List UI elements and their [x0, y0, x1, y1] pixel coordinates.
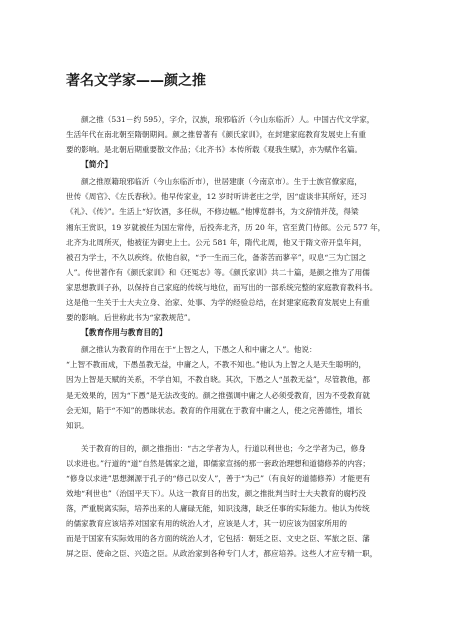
text-line: 关于教育的目的，颜之推指出：“古之学者为人，行道以利世也；今之学者为己，修身	[81, 443, 366, 453]
text-line: 要的影响。是北朝后期重要散文作品；《北齐书》本传所载《观我生赋》，亦为赋作名篇。	[66, 145, 363, 155]
doc-title: 著名文学家——颜之推	[66, 73, 206, 89]
text-line: 要的影响。后世称此书为“家教规范”。	[66, 313, 196, 323]
paragraph-gap	[66, 433, 388, 441]
text-line: 的儒家教育应该培养对国家有用的统治人才，应该是人才，其一切应该为国家所用的	[66, 519, 347, 529]
text-line: 会无知，陷于“不知”的愚昧状态。教育的作用就在于教育中庸之人，使之完善德性，增长	[66, 405, 363, 415]
text-line: 而是于国家有实际效用的各方面的统治人才，它包括：朝廷之臣、文史之臣、军旅之臣、藩	[66, 534, 370, 544]
text-line: 知识。	[66, 420, 89, 430]
bio-paragraph	[66, 174, 388, 325]
section-heading-education: 【教育作用与教育目的】	[81, 328, 167, 338]
intro-paragraph	[66, 112, 388, 157]
text-line: 落，严重脱离实际，培养出来的人庸碌无能，知识浅薄，缺乏任事的实际能力。他认为传统	[66, 504, 370, 514]
education-role-paragraph	[66, 342, 388, 433]
text-line: 这是他一生关于士大夫立身、治家、处事、为学的经验总结，在封建家庭教育发展史上有重	[66, 298, 370, 308]
text-line: 家思想教训子孙，以保持自己家庭的传统与地位，而写出的一部系统完整的家庭教育教科书。	[66, 282, 378, 292]
section-heading-intro: 【简介】	[81, 160, 113, 170]
text-line: 是无效果的，因为“下愚”是无法改变的。颜之推强调中庸之人必须受教育，因为不受教育就	[66, 390, 370, 400]
text-line: 生活年代在南北朝至隋朝期间。颜之推曾著有《颜氏家训》，在封建家庭教育发展史上有重	[66, 130, 366, 140]
text-line: “上智不教而成，下愚虽教无益，中庸之人，不教不知也。”他认为上智之人是天生聪明的，	[66, 360, 367, 370]
text-line: “修身以求进”思想渊源于孔子的“修己以安人”，善于“为己”（有良好的道德修养）才能更有	[66, 473, 371, 483]
text-line: 世传《周官》、《左氏春秋》。他早传家业，12 岁时听讲老庄之学，因“虚谈非其所好，还习	[66, 192, 367, 202]
text-line: 湘东王赏识，19 岁就被任为国左常侍，后投奔北齐，历 20 年，官至黄门侍郎。公元 577 年，	[66, 222, 386, 232]
text-line: 颜之推认为教育的作用在于“上智之人，下愚之人和中庸之人”。他说：	[81, 345, 317, 355]
text-line: 被召为学士，不久以疾终。依他自叙，“予一生而三化，备荼苦而蓼辛”，叹息“三为亡国之	[66, 252, 367, 262]
education-goal-paragraph	[66, 441, 388, 562]
text-line: 因为上智是天赋的关系，不学自知，不教自晓。其次，下愚之人“虽教无益”，尽管教他，都	[66, 375, 370, 385]
text-line: 颜之推原籍琅邪临沂（今山东临沂市），世居建康（今南京市）。生于士族官僚家庭，	[81, 177, 362, 187]
text-line: 北齐为北周所灭，他被征为御史上士。公元 581 年，隋代北周，他又于隋文帝开皇年间，	[66, 237, 367, 247]
text-line: 人”。传世著作有《颜氏家训》和《还冤志》等。《颜氏家训》共二十篇，是颜之推为了用儒	[66, 267, 370, 277]
text-line: 颜之推（531－约 595），字介，汉族，琅邪临沂（今山东临沂）人。中国古代文学家，	[81, 115, 375, 124]
text-line: 效地“利世也”（治国平天下）。从这一教育目的出发，颜之推批判当时士大夫教育的腐朽没	[66, 489, 367, 499]
text-line: 以求进也。”行道的“道”自然是儒家之道，即儒家宣扬的那一套政治理想和道德修养的内容；	[66, 458, 370, 468]
text-line: 屏之臣、使命之臣、兴造之臣。从政治家到各种专门人才，都应培养。这些人才应专精一职，	[66, 549, 378, 559]
text-line: 《礼》、《传》”。生活上“好饮酒，多任纵，不修边幅。”他博览群书，为文辞情并茂，得梁	[66, 207, 359, 217]
